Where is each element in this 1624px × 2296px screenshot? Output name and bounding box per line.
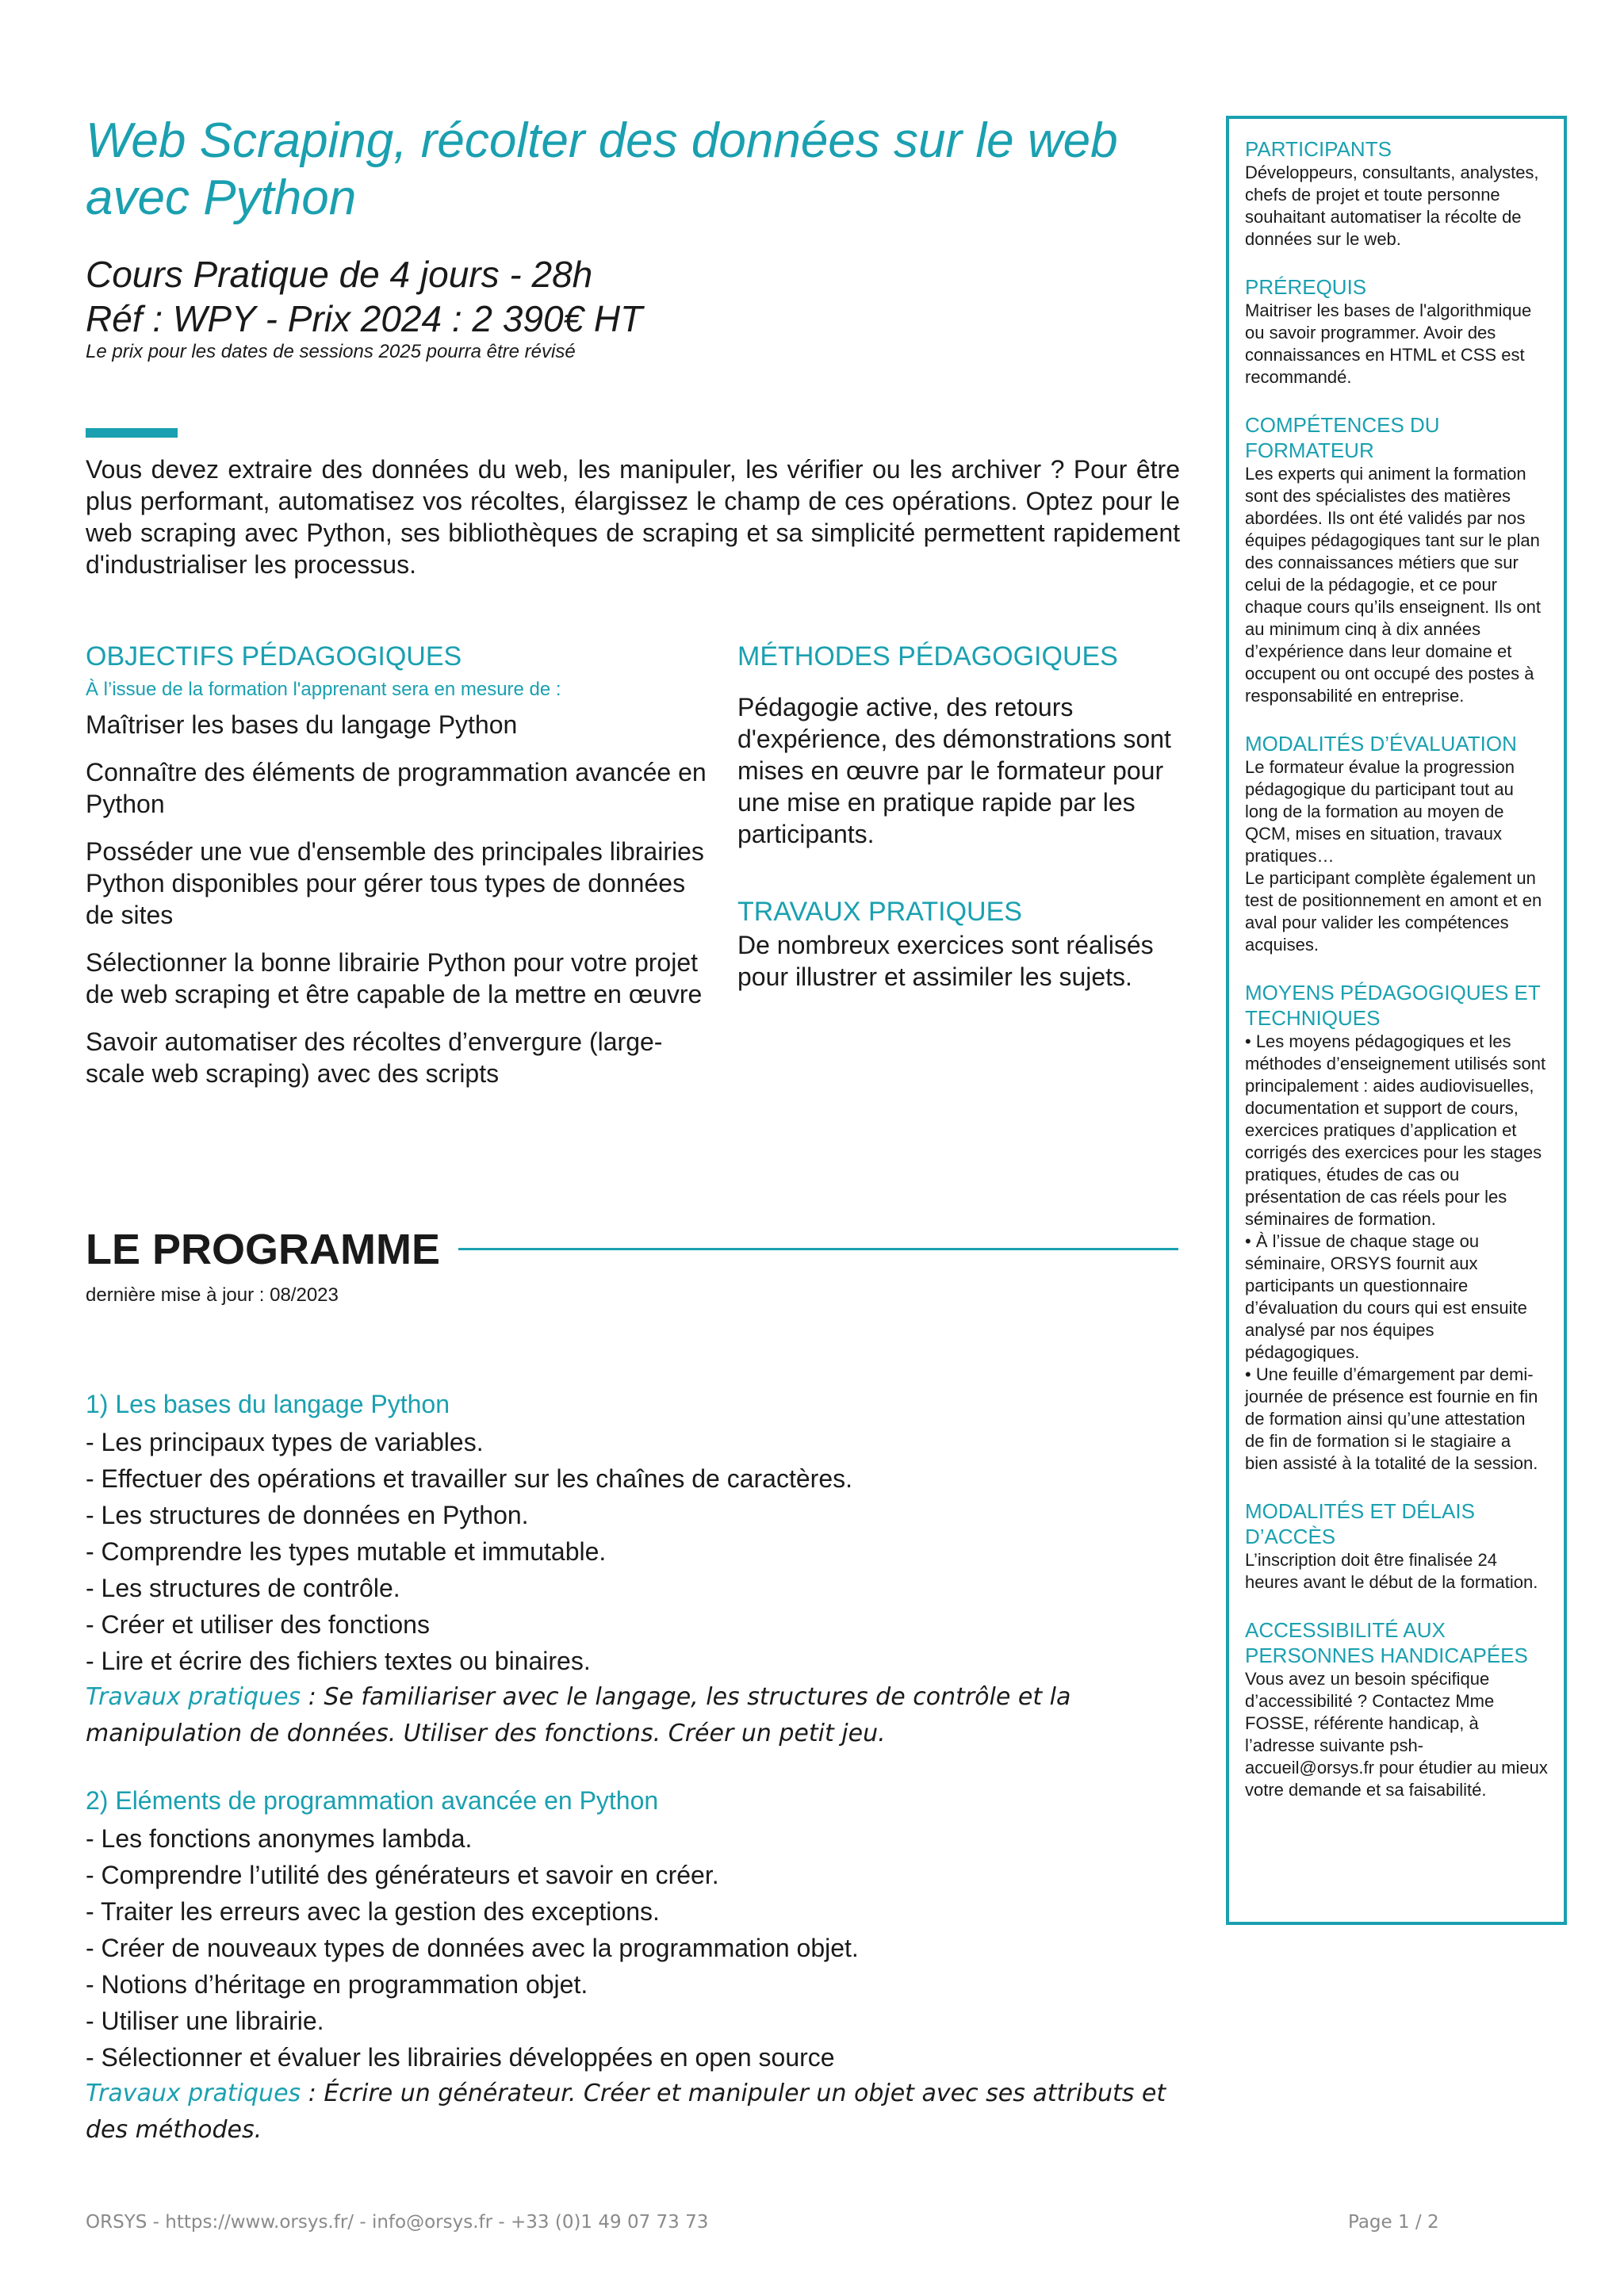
practical-work-label: Travaux pratiques [86, 2080, 301, 2107]
sidebar-text-trainer-skills: Les experts qui animent la formation sont des spécialistes des matières abordées. Ils ont été validés par nos équipes pédagogiques tant sur le plan des connaissances métiers que sur celui de la pédagogie, et ce pour chaque cours qu’ils enseignent. Ils ont au minimum cinq à dix années d’expérience dans leur domaine et occupent ou ont occupé des postes à responsabilité en entreprise. [1245, 464, 1542, 706]
module-item: - Les structures de données en Python. [86, 1501, 529, 1529]
practical-work-text: De nombreux exercices sont réalisés pour illustrer et assimiler les sujets. [737, 931, 1154, 991]
module-item: - Traiter les erreurs avec la gestion des exceptions. [86, 1897, 660, 1926]
objectives-subheading: À l’issue de la formation l'apprenant sera en mesure de : [86, 679, 561, 700]
sidebar-heading-access: MODALITÉS ET DÉLAIS D’ACCÈS [1245, 1499, 1475, 1548]
module-item: - Lire et écrire des fichiers textes ou binaires. [86, 1647, 591, 1675]
sidebar-text-access: L’inscription doit être finalisée 24 heures avant le début de la formation. [1245, 1550, 1538, 1592]
objective-item: Maîtriser les bases du langage Python [86, 710, 518, 739]
sidebar-text-teaching-means: • Les moyens pédagogiques et les méthodes d’enseignement utilisés sont principalement : aides audiovisuelles, documentation et support de cours, exercices pratiques d’application et corrigés des exercices pour les stages pratiques, études de cas ou présentation de cas réels pour les séminaires de formation. • À l’issue de chaque stage ou séminaire, ORSYS fournit aux participants un questionnaire d’évaluation du cours qui est ensuite analysé par nos équipes pédagogiques. • Une feuille d’émargement par demi-journée de présence est fournie en fin de formation ainsi qu’une attestation de fin de formation si le stagiaire a bien assisté à la totalité de la session. [1245, 1031, 1546, 1473]
methods-heading: MÉTHODES PÉDAGOGIQUES [737, 641, 1118, 672]
course-reference-price: Réf : WPY - Prix 2024 : 2 390€ HT [86, 298, 643, 339]
module-item: - Effectuer des opérations et travailler sur les chaînes de caractères. [86, 1464, 852, 1493]
sidebar-heading-prerequisites: PRÉREQUIS [1245, 275, 1367, 299]
objective-item: Connaître des éléments de programmation avancée en Python [86, 758, 707, 818]
sidebar-text-participants: Développeurs, consultants, analystes, chefs de projet et toute personne souhaitant automatiser la récolte de données sur le web. [1245, 163, 1539, 249]
module-practical-work [86, 1679, 1180, 1752]
module-title: 2) Eléments de programmation avancée en Python [86, 1786, 659, 1815]
footer-contact: ORSYS - https://www.orsys.fr/ - info@orsys.fr - +33 (0)1 49 07 73 73 [86, 2212, 709, 2233]
module-item: - Les structures de contrôle. [86, 1574, 400, 1602]
programme-rule [458, 1248, 1178, 1250]
module-item: - Créer de nouveaux types de données avec la programmation objet. [86, 1934, 859, 1962]
page-number: Page 1 / 2 [1348, 2212, 1439, 2233]
intro-paragraph: Vous devez extraire des données du web, les manipuler, les vérifier ou les archiver ? Pour être plus performant, automatisez vos récoltes, élargissez le champ de ces opérations. Optez pour le web scraping avec Python, ses bibliothèques de scraping et sa simplicité permettent rapidement d'industrialiser les processus. [86, 455, 1180, 579]
course-subtitle [86, 252, 642, 341]
module-item: - Comprendre l’utilité des générateurs et savoir en créer. [86, 1861, 719, 1889]
info-sidebar [1226, 116, 1567, 1925]
price-note: Le prix pour les dates de sessions 2025 pourra être révisé [86, 341, 576, 362]
objective-item: Posséder une vue d'ensemble des principales librairies Python disponibles pour gérer tous types de données de sites [86, 837, 704, 929]
sidebar-text-evaluation: Le formateur évalue la progression pédagogique du participant tout au long de la formation au moyen de QCM, mises en situation, travaux pratiques… Le participant complète également un test de positionnement en amont et en aval pour valider les compétences acquises. [1245, 757, 1542, 955]
module-title: 1) Les bases du langage Python [86, 1390, 450, 1418]
module-item: - Les principaux types de variables. [86, 1428, 484, 1456]
sidebar-heading-trainer-skills: COMPÉTENCES DU FORMATEUR [1245, 413, 1440, 462]
module-item: - Utiliser une librairie. [86, 2007, 324, 2035]
module-item: - Notions d’héritage en programmation objet. [86, 1970, 588, 1999]
methods-section [737, 641, 1197, 993]
sidebar-heading-evaluation: MODALITÉS D’ÉVALUATION [1245, 732, 1517, 756]
sidebar-heading-participants: PARTICIPANTS [1245, 137, 1392, 161]
practical-work-description: : Se familiariser avec le langage, les structures de contrôle et la manipulation de données. Utiliser des fonctions. Créer un petit jeu. [86, 1683, 1071, 1747]
objective-item: Sélectionner la bonne librairie Python pour votre projet de web scraping et être capable de la mettre en œuvre [86, 948, 703, 1008]
methods-text: Pédagogie active, des retours d'expérience, des démonstrations sont mises en œuvre par le formateur pour une mise en pratique rapide par les participants. [737, 693, 1171, 848]
module-item: - Sélectionner et évaluer les librairies développées en open source [86, 2043, 835, 2072]
sidebar-text-prerequisites: Maitriser les bases de l'algorithmique ou savoir programmer. Avoir des connaissances en HTML et CSS est recommandé. [1245, 300, 1532, 387]
objective-item: Savoir automatiser des récoltes d’envergure (large-scale web scraping) avec des scripts [86, 1027, 663, 1088]
module-practical-work [86, 2076, 1180, 2149]
programme-module [86, 1784, 1180, 2149]
sidebar-text-accessibility: Vous avez un besoin spécifique d’accessibilité ? Contactez Mme FOSSE, référente handicap, à l’adresse suivante psh-accueil@orsys.fr pour étudier au mieux votre demande et sa faisabilité. [1245, 1669, 1548, 1800]
programme-updated: dernière mise à jour : 08/2023 [86, 1284, 339, 1306]
programme-title: LE PROGRAMME [86, 1226, 441, 1273]
course-title: Web Scraping, récolter des données sur le web avec Python [86, 113, 1118, 225]
accent-bar [86, 428, 178, 438]
programme-module [86, 1387, 1180, 1752]
practical-work-label: Travaux pratiques [86, 1683, 301, 1711]
sidebar-heading-teaching-means: MOYENS PÉDAGOGIQUES ET TECHNIQUES [1245, 981, 1541, 1030]
module-item: - Créer et utiliser des fonctions [86, 1610, 430, 1639]
practical-work-description: : Écrire un générateur. Créer et manipuler un objet avec ses attributs et des méthodes. [86, 2080, 1166, 2144]
objectives-section [86, 641, 720, 1105]
sidebar-heading-accessibility: ACCESSIBILITÉ AUX PERSONNES HANDICAPÉES [1245, 1618, 1528, 1667]
practical-work-heading: TRAVAUX PRATIQUES [737, 897, 1022, 927]
course-duration: Cours Pratique de 4 jours - 28h [86, 254, 593, 295]
objectives-heading: OBJECTIFS PÉDAGOGIQUES [86, 641, 462, 672]
module-item: - Les fonctions anonymes lambda. [86, 1824, 473, 1853]
module-item: - Comprendre les types mutable et immutable. [86, 1537, 607, 1566]
